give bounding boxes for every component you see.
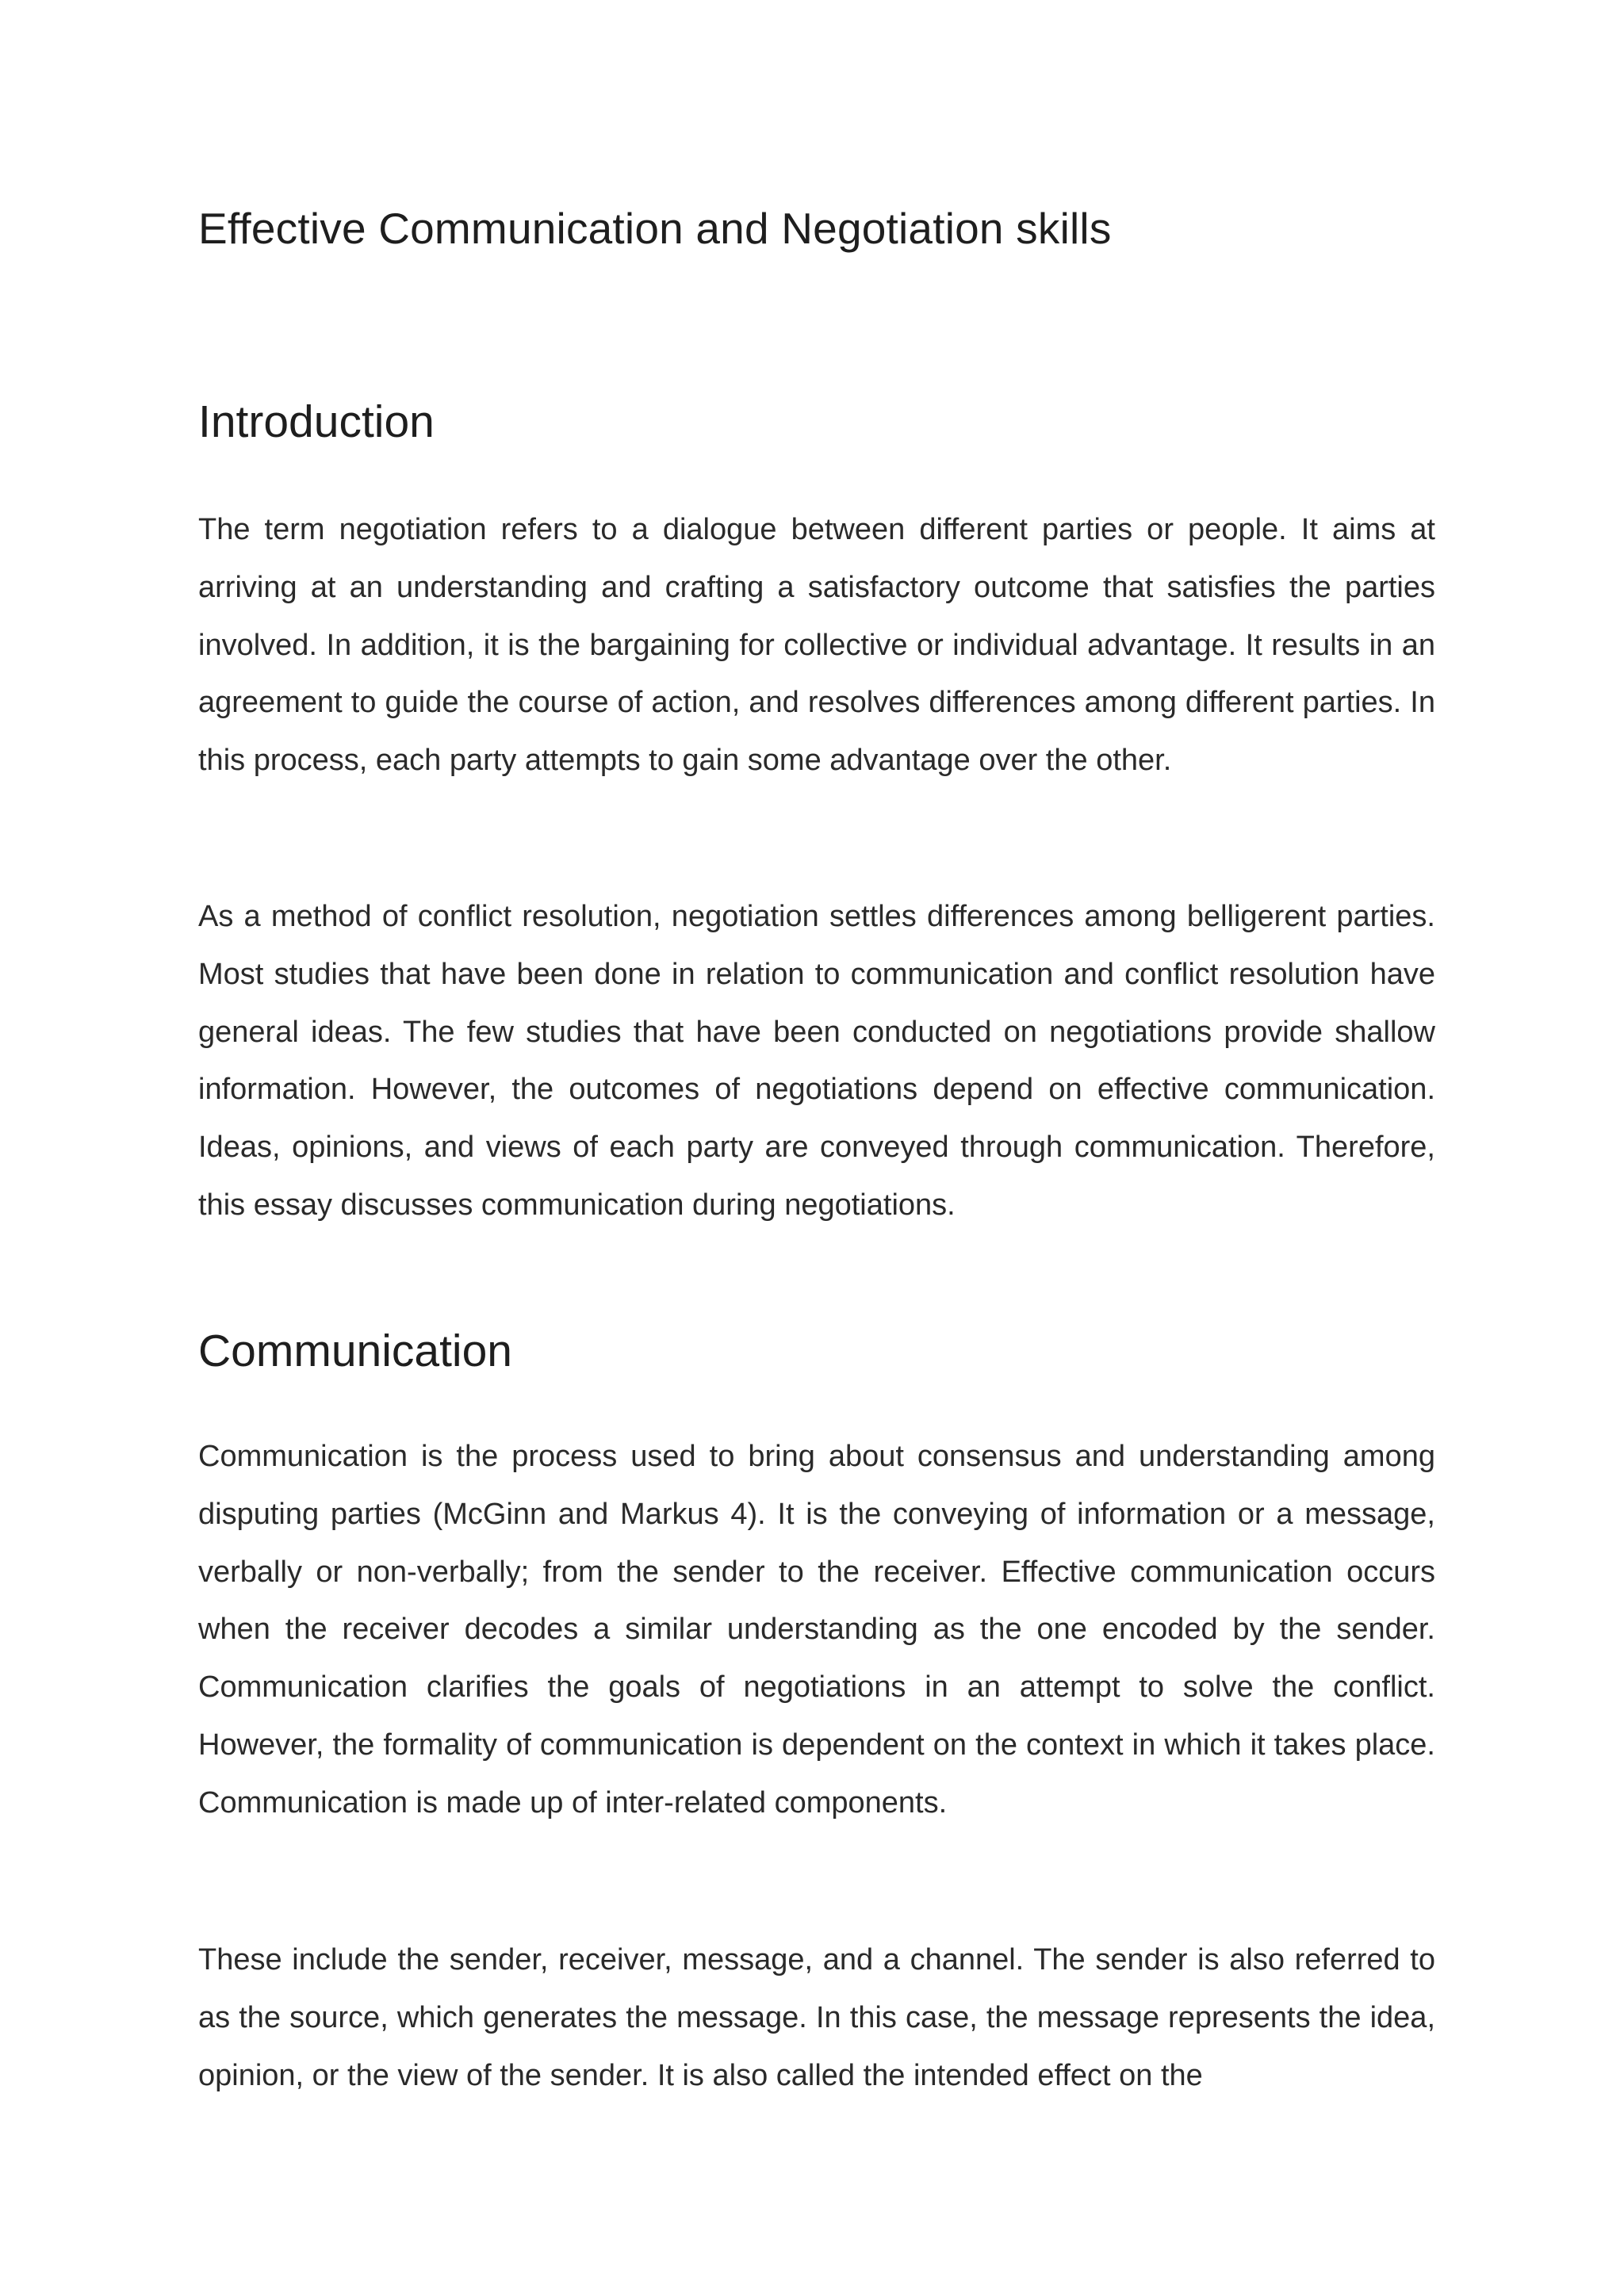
paragraph-communication-2: These include the sender, receiver, message, and a channel. The sender is also referred to as the source, which generates the message. In this case, the message represents the idea, opinion, or the view of the sender. It is also called the intended effect on the [198,1943,1435,2092]
paragraph-introduction-2: As a method of conflict resolution, negotiation settles differences among belligerent parties. Most studies that have been done in relation to communication and conflict resolution have general ideas. The few studies that have been conducted on negotiations provide shallow information. However, the outcomes of negotiations depend on effective communication. Ideas, opinions, and views of each party are conveyed through communication. Therefore, this essay discusses communication during negotiations. [198,900,1435,1222]
paragraph-communication-1: Communication is the process used to bring about consensus and understanding among disputing parties (McGinn and Markus 4). It is the conveying of information or a message, verbally or non-verbally; from the sender to the receiver. Effective communication occurs when the receiver decodes a similar understanding as the one encoded by the sender. Communication clarifies the goals of negotiations in an attempt to solve the conflict. However, the formality of communication is dependent on the context in which it takes place. Communication is made up of inter-related components. [198,1440,1435,1820]
paragraph-introduction-1: The term negotiation refers to a dialogue between different parties or people. It aims at arriving at an understanding and crafting a satisfactory outcome that satisfies the parties involved. In addition, it is the bargaining for collective or individual advantage. It results in an agreement to guide the course of action, and resolves differences among different parties. In this process, each party attempts to gain some advantage over the other. [198,513,1435,778]
section-heading-communication: Communication [198,1326,512,1376]
document-title: Effective Communication and Negotiation skills [198,204,1112,253]
section-heading-introduction: Introduction [198,396,435,447]
